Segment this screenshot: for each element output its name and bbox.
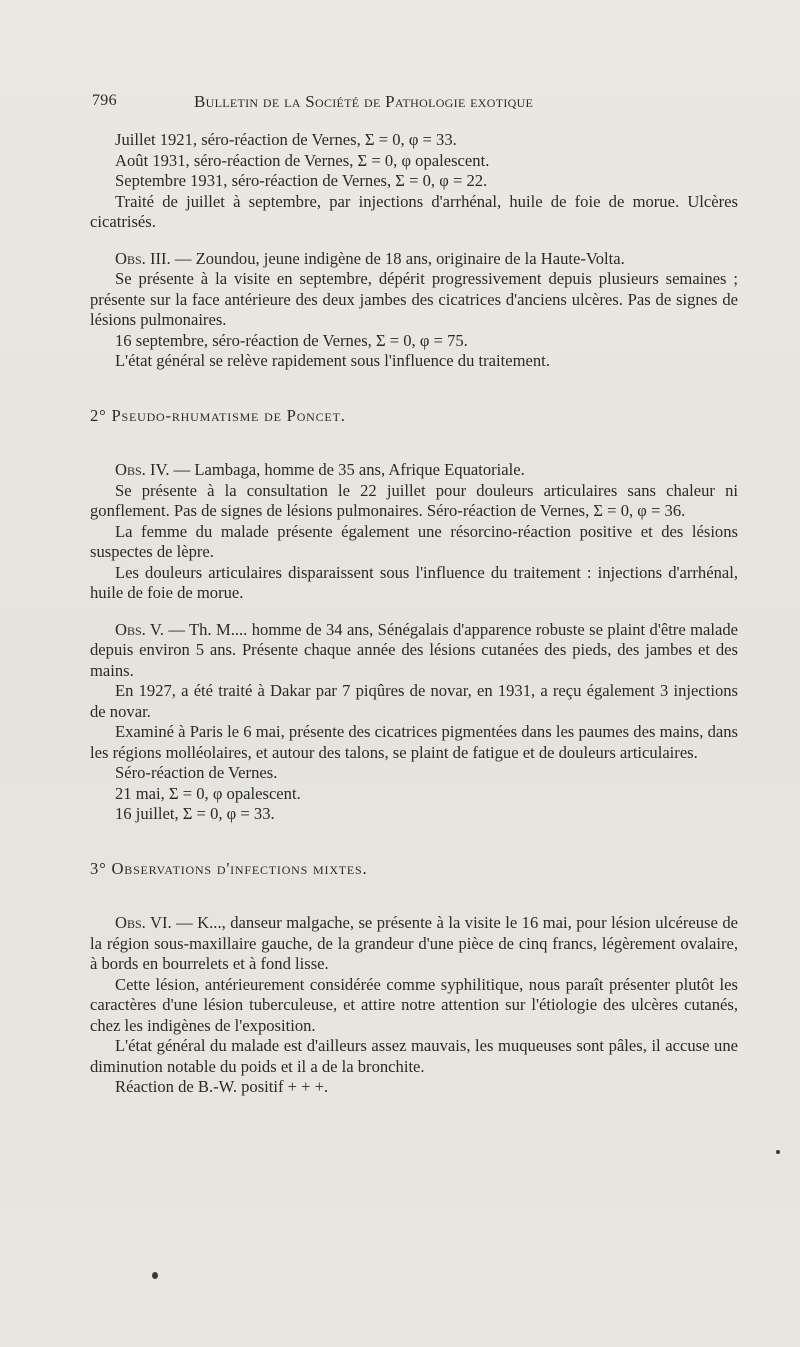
serology-line: Juillet 1921, séro-réaction de Vernes, Σ = 0, φ = 33. — [115, 130, 457, 149]
page-number: 796 — [92, 92, 117, 109]
paragraph: En 1927, a été traité à Dakar par 7 piqûres de novar, en 1931, a reçu également 3 injections de novar. — [90, 681, 738, 721]
paragraph: Les douleurs articulaires disparaissent sous l'influence du traitement : injections d'arrhénal, huile de foie de morue. — [90, 562, 738, 602]
paragraph: L'état général se relève rapidement sous l'influence du traitement. — [115, 351, 550, 370]
paragraph: 16 juillet, Σ = 0, φ = 33. — [115, 804, 275, 823]
paragraph: Séro-réaction de Vernes. — [115, 763, 278, 782]
paragraph: Se présente à la consultation le 22 juillet pour douleurs articulaires sans chaleur ni gonflement. Pas de signes de lésions pulmonaires. Séro-réaction de Vernes, Σ = 0, φ = 36. — [90, 480, 738, 520]
paragraph: L'état général du malade est d'ailleurs assez mauvais, les muqueuses sont pâles, il accuse une diminution notable du poids et il a de la bronchite. — [90, 1036, 738, 1076]
observation-label: Obs. VI. — [115, 913, 172, 932]
observation-label: Obs. III. — [115, 248, 171, 268]
paragraph: 21 mai, Σ = 0, φ opalescent. — [115, 783, 301, 803]
ink-spot — [152, 1272, 158, 1279]
observation-label: Obs. V. — [115, 619, 164, 639]
observation-intro-text: — Th. M.... homme de 34 ans, Sénégalais d'apparence robuste se plaint d'être malade depuis environ 5 ans. Présente chaque année des lésions cutanées des pieds, des jambes et des mains. — [90, 619, 738, 680]
ink-spot — [776, 1150, 780, 1154]
serology-line: Août 1931, séro-réaction de Vernes, Σ = 0, φ opalescent. — [115, 150, 490, 170]
observation-5-intro — [90, 620, 738, 682]
serology-line: Septembre 1931, séro-réaction de Vernes, Σ = 0, φ = 22. — [115, 171, 488, 190]
paragraph: Réaction de B.-W. positif + + +. — [115, 1077, 329, 1096]
paragraph: Se présente à la visite en septembre, dépérit progressivement depuis plusieurs semaines ; présente sur la face antérieure des deux jambes des cicatrices d'anciens ulcères. Pas de signes de lésions pulmonaires. — [90, 269, 738, 329]
observation-label: Obs. IV. — [115, 460, 170, 479]
paragraph: Examiné à Paris le 6 mai, présente des cicatrices pigmentées dans les paumes des mains, dans les régions molléolaires, et autour des talons, se plaint de fatigue et de douleurs articulaires. — [90, 722, 738, 762]
observation-intro-text: — Lambaga, homme de 35 ans, Afrique Equatoriale. — [173, 460, 525, 479]
body-text — [90, 130, 738, 1098]
observation-3-intro — [90, 249, 738, 270]
section-heading-3: 3° Observations d'infections mixtes. — [90, 858, 368, 878]
journal-title: Bulletin de la Société de Pathologie exotique — [194, 92, 534, 111]
observation-intro-text: — Zoundou, jeune indigène de 18 ans, originaire de la Haute-Volta. — [174, 248, 625, 268]
observation-6-intro — [90, 913, 738, 975]
paragraph: 16 septembre, séro-réaction de Vernes, Σ = 0, φ = 75. — [115, 330, 468, 350]
observation-intro-text: — K..., danseur malgache, se présente à la visite le 16 mai, pour lésion ulcéreuse de la région sous-maxillaire gauche, de la grandeur d'une pièce de cinq francs, légèrement ovalaire, à bords en bourrelets et à fond lisse. — [90, 913, 738, 973]
paragraph: La femme du malade présente également une résorcino-réaction positive et des lésions suspectes de lèpre. — [90, 521, 738, 561]
treatment-paragraph: Traité de juillet à septembre, par injections d'arrhénal, huile de foie de morue. Ulcères cicatrisés. — [90, 191, 738, 231]
section-heading-2: 2° Pseudo-rhumatisme de Poncet. — [90, 405, 346, 425]
observation-4-intro — [90, 460, 738, 481]
paragraph: Cette lésion, antérieurement considérée comme syphilitique, nous paraît présenter plutôt les caractères d'une lésion tuberculeuse, et attire notre attention sur l'étiologie des ulcères cutanés, chez les indigènes de l'exposition. — [90, 974, 738, 1035]
